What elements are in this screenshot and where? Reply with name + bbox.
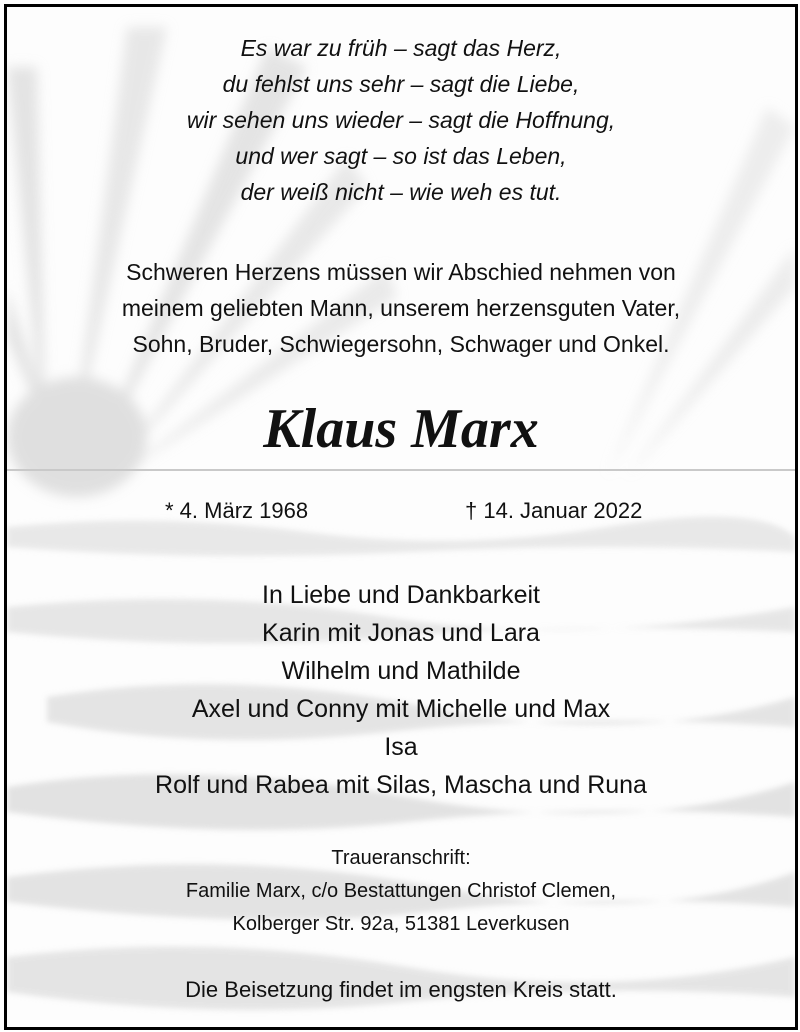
address-line: Kolberger Str. 92a, 51381 Leverkusen xyxy=(232,913,570,935)
death-date: † 14. Januar 2022 xyxy=(465,498,643,523)
burial-note: Die Beisetzung findet im engsten Kreis statt. xyxy=(185,977,617,1002)
mourner-line: Wilhelm und Mathilde xyxy=(281,657,521,685)
poem-line: Es war zu früh – sagt das Herz, xyxy=(240,35,562,61)
mourner-line: Karin mit Jonas und Lara xyxy=(262,619,540,647)
intro-line: meinem geliebten Mann, unserem herzensguten Vater, xyxy=(121,295,681,321)
birth-date: * 4. März 1968 xyxy=(165,498,309,523)
intro-line: Schweren Herzens müssen wir Abschied nehmen von xyxy=(126,259,676,285)
mourner-line: In Liebe und Dankbarkeit xyxy=(262,581,540,609)
mourner-line: Rolf und Rabea mit Silas, Mascha und Runa xyxy=(155,771,647,799)
intro-line: Sohn, Bruder, Schwiegersohn, Schwager und Onkel. xyxy=(132,331,670,357)
poem-line: der weiß nicht – wie weh es tut. xyxy=(240,179,562,205)
poem-line: du fehlst uns sehr – sagt die Liebe, xyxy=(222,71,580,97)
poem-line: und wer sagt – so ist das Leben, xyxy=(235,143,567,169)
poem-line: wir sehen uns wieder – sagt die Hoffnung, xyxy=(186,107,616,133)
address-line: Traueranschrift: xyxy=(331,847,471,869)
mourner-line: Axel und Conny mit Michelle und Max xyxy=(191,695,611,723)
obituary-frame xyxy=(4,4,798,1030)
address-line: Familie Marx, c/o Bestattungen Christof Clemen, xyxy=(185,880,617,902)
mourner-line: Isa xyxy=(384,733,418,761)
deceased-name: Klaus Marx xyxy=(263,398,539,460)
